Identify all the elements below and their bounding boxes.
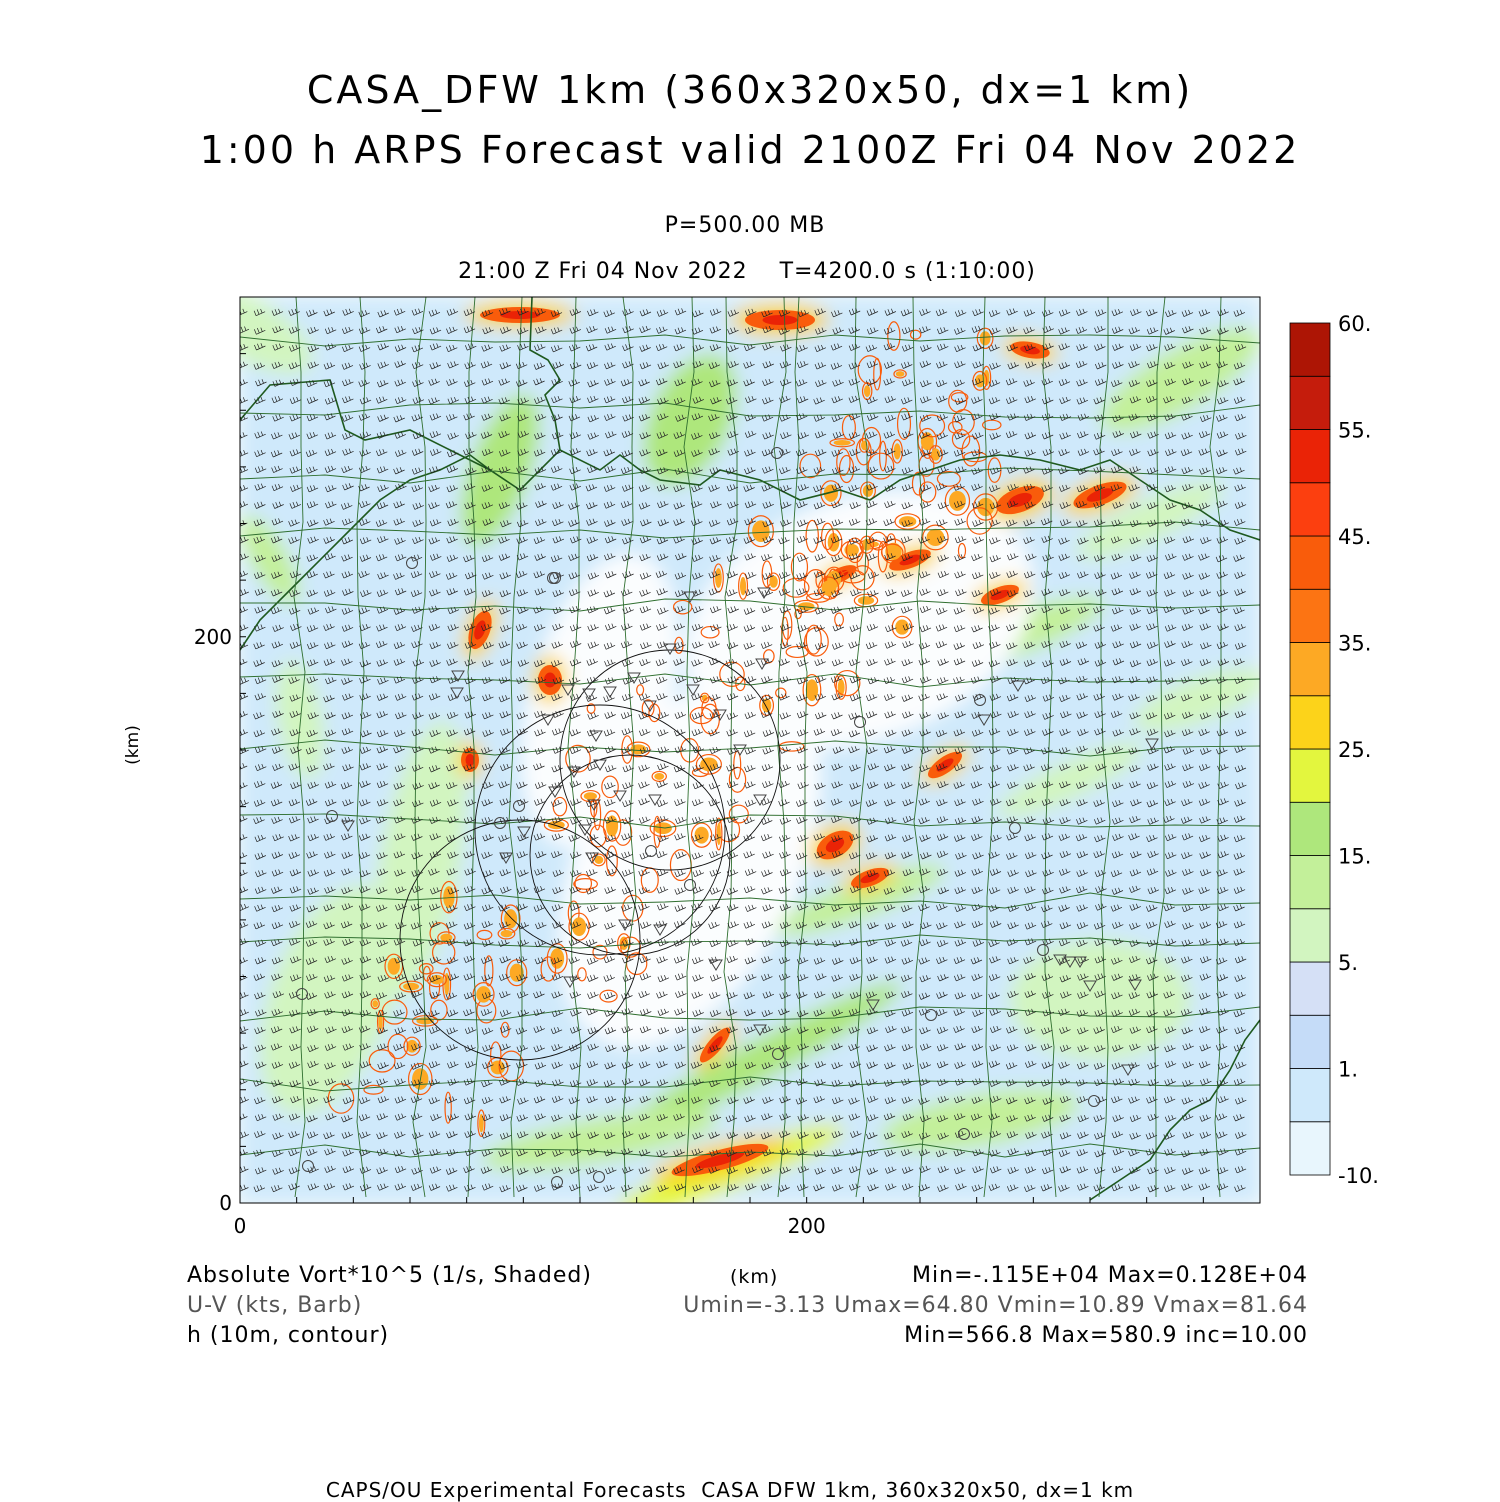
colorbar-swatch <box>1290 1069 1330 1122</box>
colorbar-label: 35. <box>1338 631 1372 656</box>
storm-cell <box>740 577 746 595</box>
y-tick-label: 0 <box>219 1191 232 1215</box>
x-tick-label: 0 <box>233 1214 247 1238</box>
colorbar-swatch <box>1290 962 1330 1015</box>
storm-cell <box>949 491 966 511</box>
x-tick-label: 200 <box>787 1214 826 1238</box>
colorbar-label: -10. <box>1338 1164 1379 1188</box>
storm-cell <box>863 485 873 497</box>
colorbar-label: 45. <box>1338 525 1372 549</box>
storm-cell <box>695 827 709 844</box>
storm-cell <box>927 529 945 546</box>
colorbar-swatch <box>1290 696 1330 749</box>
storm-cell <box>479 1114 484 1133</box>
storm-cell <box>584 792 597 800</box>
colorbar-label: 25. <box>1338 738 1372 762</box>
storm-cell <box>654 822 672 834</box>
field-core-peak <box>466 754 475 766</box>
storm-cell <box>572 917 586 936</box>
colorbar-label: 60. <box>1338 312 1372 336</box>
contour-variable-label: h (10m, contour) <box>187 1323 390 1348</box>
contour-stats: Min=566.8 Max=580.9 inc=10.00 <box>904 1323 1308 1348</box>
colorbar-swatch <box>1290 802 1330 855</box>
colorbar-swatch <box>1290 323 1330 376</box>
storm-cell <box>388 958 400 975</box>
colorbar-swatch <box>1290 1015 1330 1068</box>
colorbar-swatch <box>1290 856 1330 909</box>
colorbar-swatch <box>1290 376 1330 429</box>
barb-variable-label: U-V (kts, Barb) <box>187 1293 363 1318</box>
storm-cell <box>717 823 721 845</box>
colorbar-label: 5. <box>1338 951 1359 975</box>
chart-subtitle: 1:00 h ARPS Forecast valid 2100Z Fri 04 Nov 2022 <box>199 128 1301 172</box>
storm-cell <box>491 1060 505 1074</box>
colorbar-swatch <box>1290 1122 1330 1175</box>
storm-cell <box>895 620 909 635</box>
colorbar-swatch <box>1290 589 1330 642</box>
storm-cell <box>896 371 905 377</box>
storm-cell <box>762 698 772 712</box>
colorbar-swatch <box>1290 749 1330 802</box>
colorbar <box>1290 312 1379 1188</box>
colorbar-swatch <box>1290 536 1330 589</box>
credit-line: CAPS/OU Experimental Forecasts CASA DFW 1km, 360x320x50, dx=1 km <box>325 1478 1135 1502</box>
storm-cell <box>715 568 722 588</box>
colorbar-swatch <box>1290 909 1330 962</box>
colorbar-label: 1. <box>1338 1057 1359 1082</box>
storm-cell <box>858 596 874 605</box>
pressure-level: P=500.00 MB <box>664 213 826 238</box>
valid-time: 21:00 Z Fri 04 Nov 2022 T=4200.0 s (1:10:00) <box>458 259 1036 284</box>
storm-cell <box>864 385 871 397</box>
storm-cell <box>501 930 513 937</box>
x-axis-unit: (km) <box>730 1266 779 1288</box>
shaded-variable-label: Absolute Vort*10^5 (1/s, Shaded) <box>187 1263 592 1288</box>
storm-cell <box>822 580 836 596</box>
storm-cell <box>476 986 491 1003</box>
storm-cell <box>980 331 991 345</box>
colorbar-swatch <box>1290 643 1330 696</box>
storm-cell <box>769 576 778 588</box>
chart-title: CASA_DFW 1km (360x320x50, dx=1 km) <box>306 68 1194 112</box>
y-tick-label: 200 <box>193 624 232 649</box>
shaded-stats: Min=-.115E+04 Max=0.128E+04 <box>912 1263 1308 1288</box>
colorbar-label: 15. <box>1338 844 1372 869</box>
field-band <box>1010 940 1190 1060</box>
storm-cell <box>838 679 845 695</box>
colorbar-swatch <box>1290 483 1330 536</box>
colorbar-label: 55. <box>1338 418 1372 443</box>
colorbar-swatch <box>1290 430 1330 483</box>
field-core-peak <box>763 315 798 325</box>
barb-stats: Umin=-3.13 Umax=64.80 Vmin=10.89 Vmax=81.64 <box>683 1293 1308 1318</box>
storm-cell <box>403 983 419 990</box>
storm-cell <box>834 440 851 446</box>
storm-cell <box>372 1000 378 1007</box>
y-axis-label: (km) <box>123 725 143 765</box>
storm-cell <box>654 773 664 780</box>
